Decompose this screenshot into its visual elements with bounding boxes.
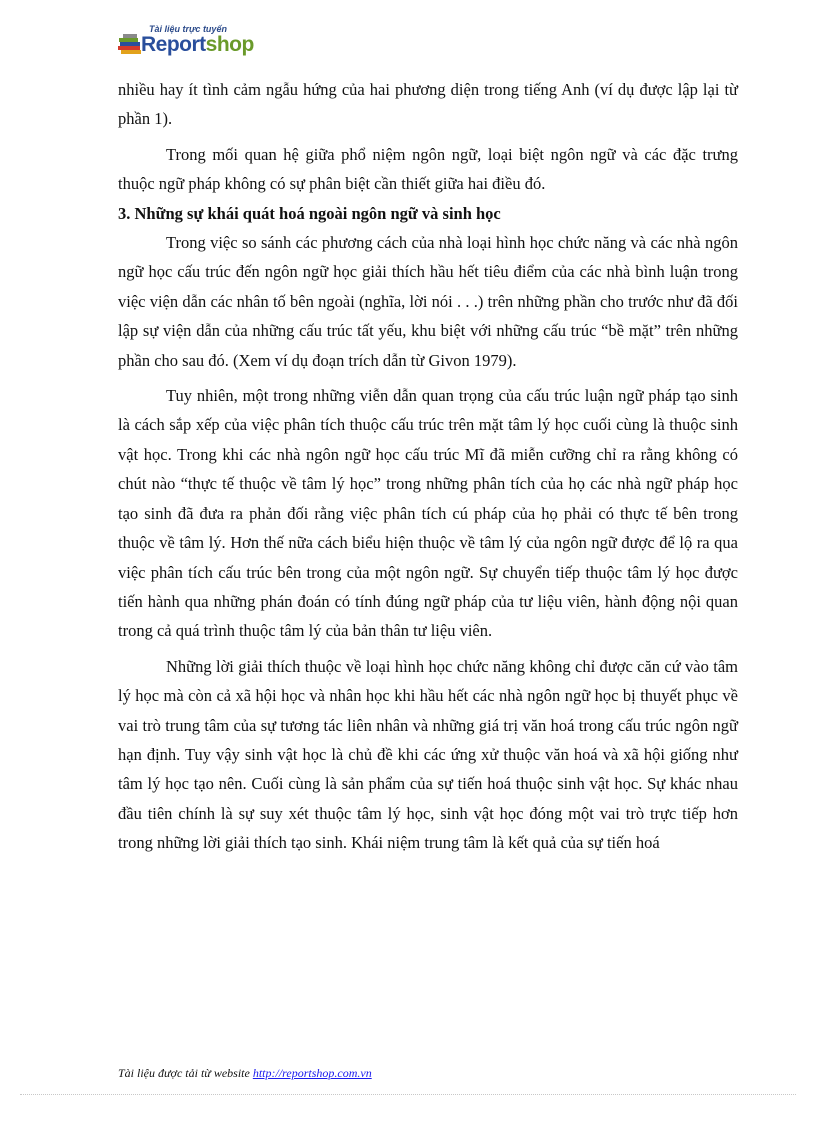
paragraph: Tuy nhiên, một trong những viễn dẫn quan trọng của cấu trúc luận ngữ pháp tạo sinh là cách sắp xếp của việc phân tích thuộc cấu trúc trên mặt tâm lý học cuối cùng là thuộc sinh vật học. Trong khi các nhà ngôn ngữ học cấu trúc Mĩ đã miễn cưỡng chỉ ra rằng không có chút nào “thực tế thuộc về tâm lý học” trong những phân tích của họ các nhà ngữ pháp học tạo sinh đã đưa ra phản đối rằng việc phân tích cú pháp của họ phải có thực tế bên trong thuộc về tâm lý. Hơn thế nữa cách biểu hiện thuộc về tâm lý của ngôn ngữ được để lộ ra qua việc phân tích cấu trúc bên trong của một ngôn ngữ. Sự chuyển tiếp thuộc tâm lý học được tiến hành qua những phán đoán có tính đúng ngữ pháp của tư liệu viên, hành động nội quan trong cả quá trình thuộc tâm lý của bản thân tư liệu viên. [118,386,738,641]
footer-text: Tài liệu được tải từ website [118,1066,250,1080]
paragraph: Những lời giải thích thuộc về loại hình học chức năng không chỉ được căn cứ vào tâm lý học mà còn cả xã hội học và nhân học khi hầu hết các nhà ngôn ngữ học bị thuyết phục về vai trò trung tâm của sự tương tác liên nhân và những giá trị văn hoá trong cấu trúc ngôn ngữ hạn định. Tuy vậy sinh vật học là chủ đề khi các ứng xử thuộc văn hoá và xã hội giống như tâm lý học tạo nên. Cuối cùng là sản phẩm của sự tiến hoá thuộc sinh vật học. Sự khác nhau đầu tiên chính là sự suy xét thuộc tâm lý học, sinh vật học đóng một vai trò trực tiếp hơn trong những lời giải thích tạo sinh. Khái niệm trung tâm là kết quả của sự tiến hoá [118,656,738,853]
document-body [118,75,738,858]
paragraph-continuation: nhiều hay ít tình cảm ngẫu hứng của hai phương diện trong tiếng Anh (ví dụ được lập lại từ phần 1). [118,80,738,129]
logo-brand [141,33,254,57]
reportshop-logo[interactable] [117,22,287,58]
footer-link[interactable]: http://reportshop.com.vn [252,1066,372,1080]
page-footer [118,1066,372,1081]
paragraph: Trong việc so sánh các phương cách của nhà loại hình học chức năng và các nhà ngôn ngữ học cấu trúc đến ngôn ngữ học giải thích hầu hết tiêu điểm của các nhà bình luận trong việc viện dẫn các nhân tố bên ngoài (nghĩa, lời nói . . .) trên những phần cho trước như đã đối lập sự viện dẫn của những cấu trúc tất yếu, khu biệt với những cấu trúc “bề mặt” trên những phần cho sau đó. (Xem ví dụ đoạn trích dẫn từ Givon 1979). [118,233,738,370]
paragraph: Trong mối quan hệ giữa phổ niệm ngôn ngữ, loại biệt ngôn ngữ và các đặc trưng thuộc ngữ pháp không có sự phân biệt cần thiết giữa hai điều đó. [118,144,738,194]
logo-brand-report: Report [141,33,206,56]
footer-divider [20,1094,796,1095]
logo-brand-shop: shop [205,33,254,56]
books-logo-icon [117,32,143,56]
section-heading: 3. Những sự khái quát hoá ngoài ngôn ngữ và sinh học [118,203,501,223]
logo-tagline: Tài liệu trực tuyến [149,24,227,34]
